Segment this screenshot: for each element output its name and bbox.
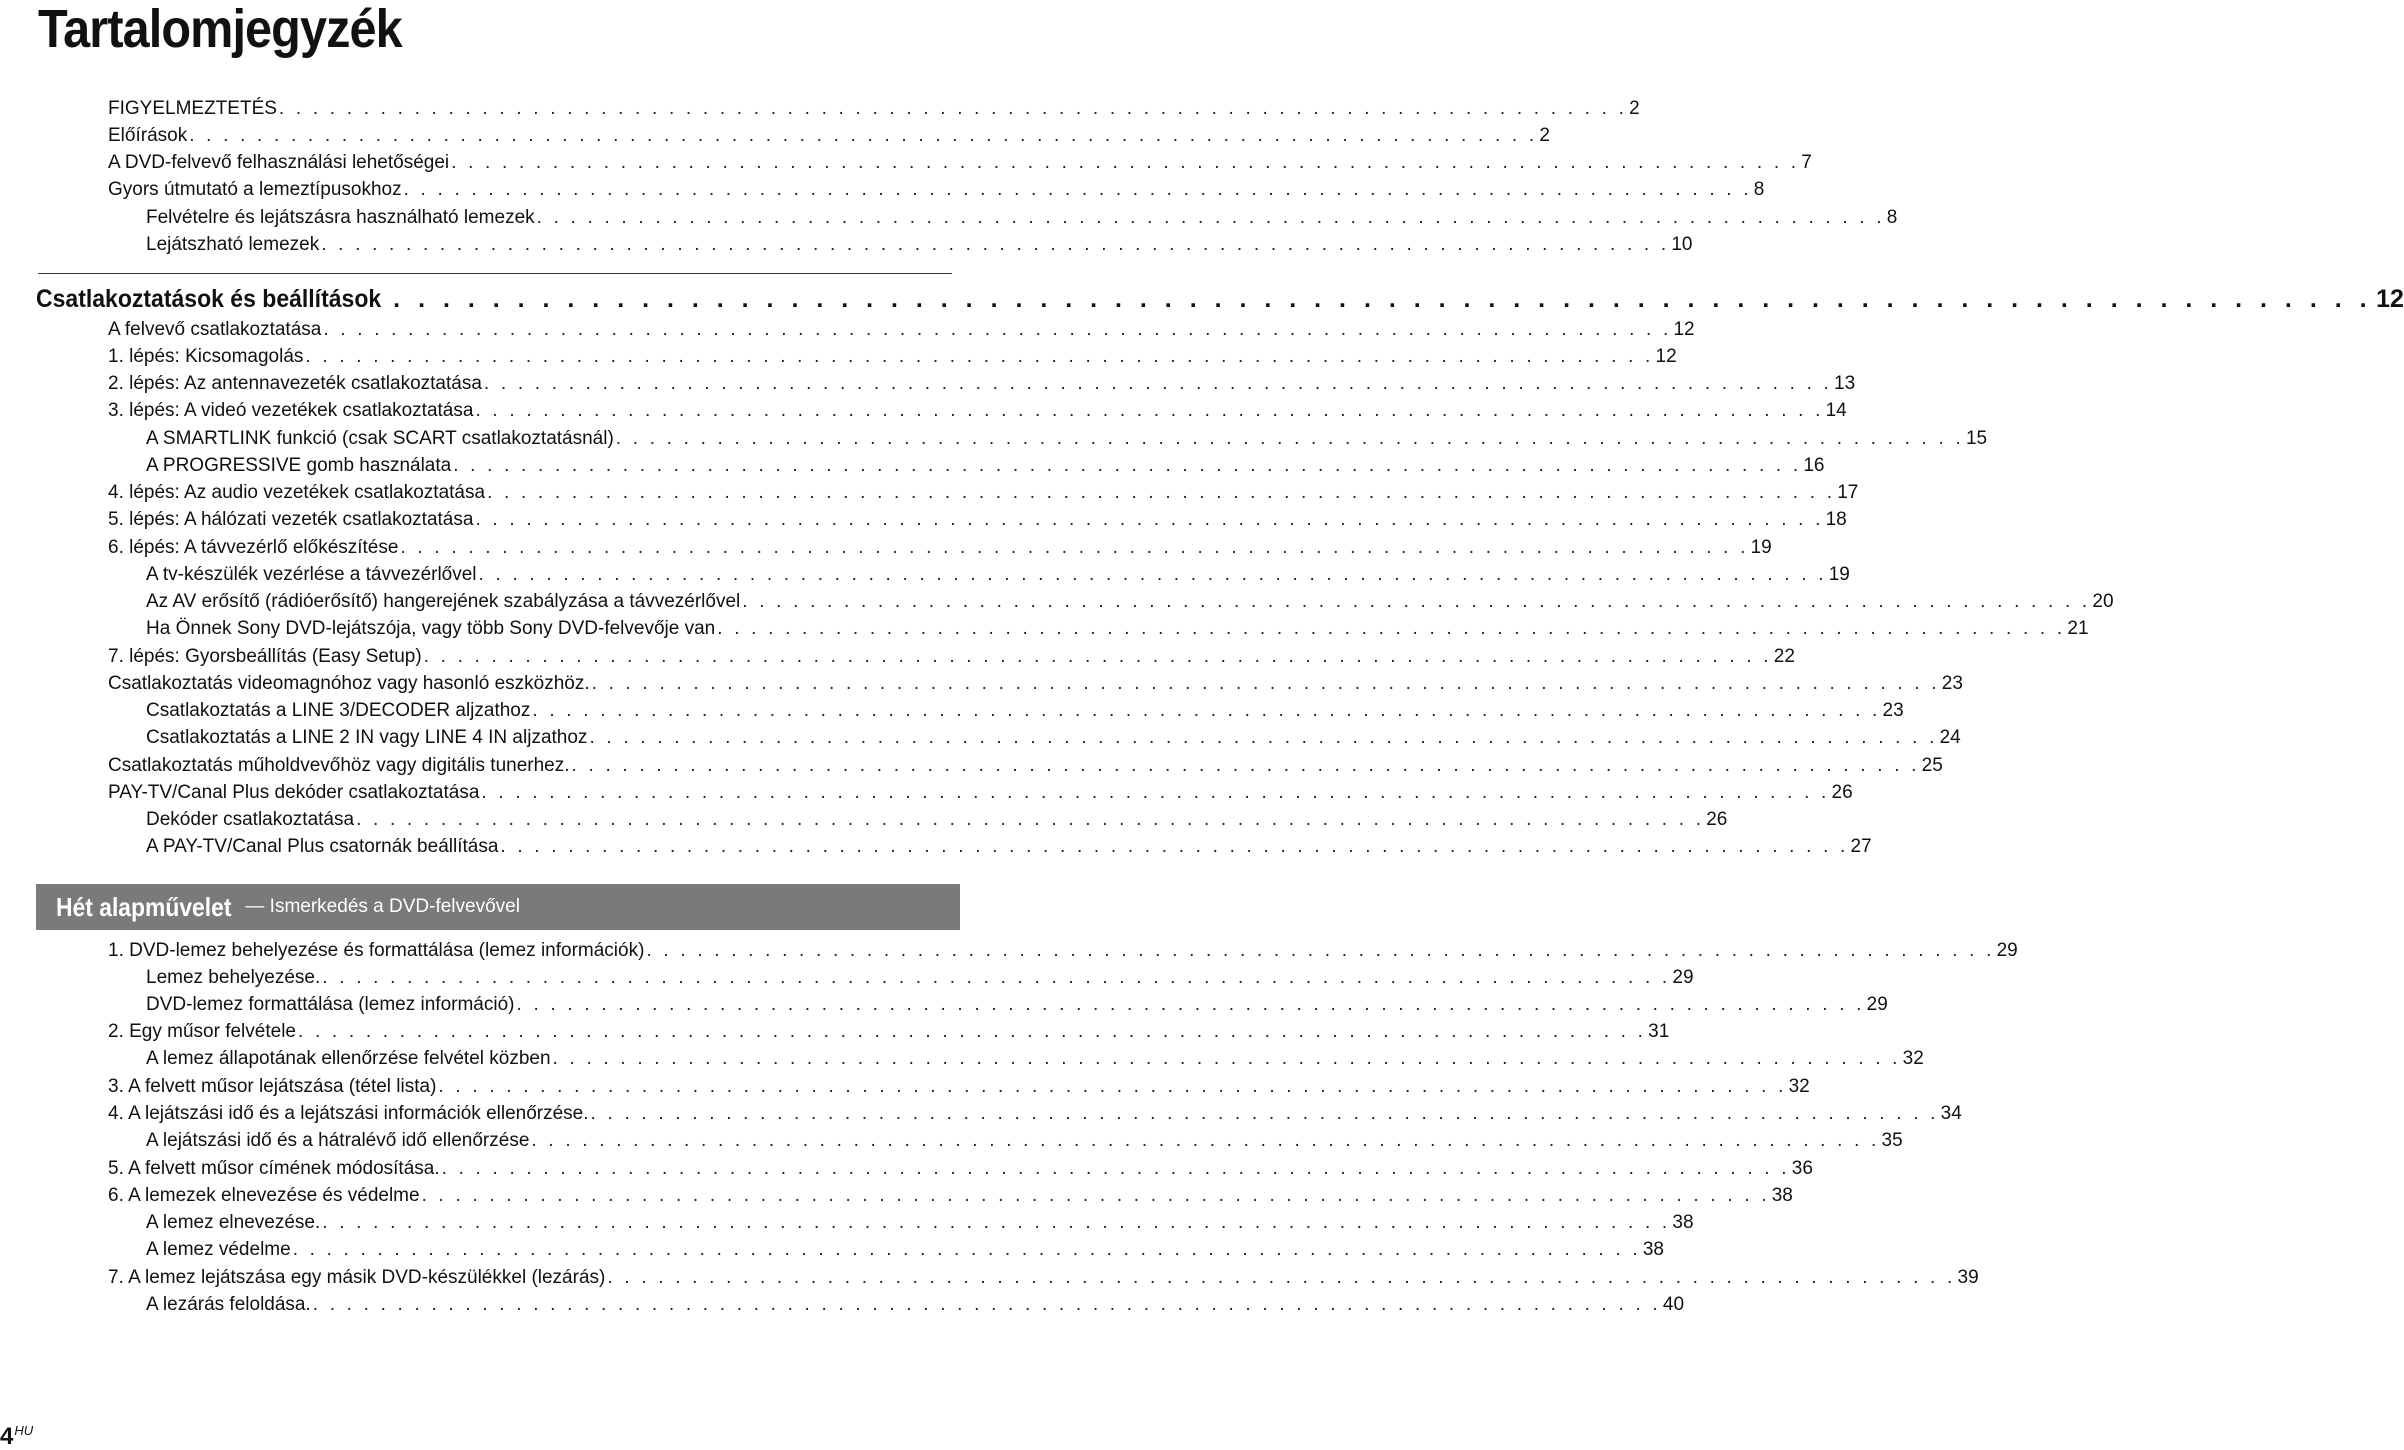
toc-entry-page: 23	[1941, 673, 1963, 694]
toc-entry[interactable]	[146, 427, 1988, 451]
toc-entry[interactable]	[108, 1102, 1962, 1126]
toc-entry-page: 16	[1803, 455, 1825, 476]
toc-entry-label: Az AV erősítő (rádióerősítő) hangerejének szabályzása a távvezérlővel	[146, 591, 741, 612]
toc-entry-label: 1. lépés: Kicsomagolás	[108, 346, 304, 367]
toc-entry-label: Csatlakoztatás műholdvevőhöz vagy digitális tunerhez.	[108, 755, 570, 776]
toc-entry-page: 17	[1837, 482, 1859, 503]
toc-entry-page: 38	[1672, 1212, 1694, 1233]
dot-leader: . . . . . . . . . . . . . . . . . . . . . . . . . . . . . . . . . . . . . . . . . . . . . . . . . . . . . . . . . . . . . . . . . . . . . . . . . . . . . . . .	[356, 809, 1705, 830]
dot-leader: . . . . . . . . . . . . . . . . . . . . . . . . . . . . . . . . . . . . . . . . . . . . . . . . . . . . . . . . . . . . . . . . . . . . . . . . . . . . . . . .	[590, 1103, 1939, 1124]
section-band-title: Hét alapművelet	[56, 891, 232, 922]
dot-leader: . . . . . . . . . . . . . . . . . . . . . . . . . . . . . . . . . . . . . . . . . . . . . . . . . . . . . . . . . . . . . . . . . . . . . . . . . . . . . . . .	[400, 537, 1749, 558]
toc-entry-label: 7. A lemez lejátszása egy másik DVD-készülékkel (lezárás)	[108, 1267, 606, 1288]
dot-leader: . . . . . . . . . . . . . . . . . . . . . . . . . . . . . . . . . . . . . . . . . . . . . . . . . . . . . . . . . . . . . . . . . . . . . . . . . . . . . . . .	[322, 967, 1671, 988]
toc-entry-label: A PAY-TV/Canal Plus csatornák beállítása	[146, 836, 499, 857]
page-title: Tartalomjegyzék	[38, 0, 402, 59]
dot-leader: . . . . . . . . . . . . . . . . . . . . . . . . . . . . . . . . . . . . . . . . . . . . . . . . . . . . . . . . . . . . . . . . . . . . . . . . . . . . . . . .	[441, 1158, 1790, 1179]
dot-leader: . . . . . . . . . . . . . . . . . . . . . . . . . . . . . . . . . . . . . . . . . . . . . . . . . . . . . . . . . . . . . . . . . . . . . . . . . . . . . . . .	[421, 1185, 1770, 1206]
toc-entry-label: 3. lépés: A videó vezetékek csatlakoztatása	[108, 400, 474, 421]
toc-entry-page: 26	[1831, 782, 1853, 803]
toc-entry-label: A felvevő csatlakoztatása	[108, 319, 322, 340]
dot-leader: . . . . . . . . . . . . . . . . . . . . . . . . . . . . . . . . . . . . . . . . . . . . . . . . . . . . . . . . . . . . . . . . . . . . . . . . . . . . . . . .	[487, 482, 1836, 503]
toc-entry-label: 6. lépés: A távvezérlő előkészítése	[108, 537, 399, 558]
toc-entry[interactable]	[146, 808, 1728, 832]
toc-entry-page: 21	[2067, 618, 2089, 639]
toc-entry[interactable]	[108, 1020, 1670, 1044]
toc-entry-page: 26	[1706, 809, 1728, 830]
toc-entry-label: Lejátszható lemezek	[146, 234, 320, 255]
toc-entry-label: 2. lépés: Az antennavezeték csatlakoztatása	[108, 373, 482, 394]
toc-entry-label: Ha Önnek Sony DVD-lejátszója, vagy több Sony DVD-felvevője van	[146, 618, 716, 639]
toc-entry[interactable]	[108, 345, 1677, 369]
dot-leader: . . . . . . . . . . . . . . . . . . . . . . . . . . . . . . . . . . . . . . . . . . . . . . . . . . . . . . . . . . . . . . . . . . . . . . . . . . . . . . . .	[453, 455, 1802, 476]
toc-entry-page: 32	[1902, 1048, 1924, 1069]
toc-entry-page: 8	[1753, 179, 1765, 200]
toc-entry-page: 38	[1642, 1239, 1664, 1260]
toc-entry-page: 27	[1850, 836, 1872, 857]
dot-leader: . . . . . . . . . . . . . . . . . . . . . . . . . . . . . . . . . . . . . . . . . . . . . . . . . . . . . . . . . . . . . . . . . . . . . . . . . . . . . . . .	[742, 591, 2091, 612]
toc-entry-label: PAY-TV/Canal Plus dekóder csatlakoztatása	[108, 782, 480, 803]
toc-entry-page: 20	[2092, 591, 2114, 612]
toc-entry-page: 29	[1866, 994, 1888, 1015]
dot-leader: . . . . . . . . . . . . . . . . . . . . . . . . . . . . . . . . . . . . . . . . . . . . . . . . . . . . . . . . . . . . . . . . . . . . . . . . . . . . . . . .	[516, 994, 1865, 1015]
toc-entry-page: 22	[1773, 646, 1795, 667]
toc-entry-page: 29	[1996, 940, 2018, 961]
toc-entry[interactable]	[108, 97, 1640, 121]
toc-entry[interactable]	[108, 372, 1856, 396]
dot-leader: . . . . . . . . . . . . . . . . . . . . . . . . . . . . . . . . . . . . . . . . . . . . . . . . . . . . . . . . . . . . . . . . . . . . . . . . . . . . . . . .	[717, 618, 2066, 639]
dot-leader: . . . . . . . . . . . . . . . . . . . . . . . . . . . . . . . . . . . . . . . . . . . . . . . . . . . . . . . . . . . . . . . . . . . . . . . . . . . . . . . .	[322, 1212, 1671, 1233]
toc-entry-page: 29	[1672, 967, 1694, 988]
toc-entry-label: FIGYELMEZTETÉS	[108, 98, 277, 119]
toc-entry-page: 23	[1882, 700, 1904, 721]
page-number	[0, 1418, 33, 1450]
toc-entry-page: 2	[1539, 125, 1550, 146]
toc-entry[interactable]	[146, 993, 1888, 1017]
toc-entry-page: 38	[1771, 1185, 1793, 1206]
toc-entry[interactable]	[146, 563, 1850, 587]
toc-entry-label: 6. A lemezek elnevezése és védelme	[108, 1185, 420, 1206]
dot-leader: . . . . . . . . . . . . . . . . . . . . . . . . . . . . . . . . . . . . . . . . . . . . . . . . . . . . . . . . . . . . . . . . . . . . . . . . . . . . . . . .	[278, 98, 1628, 119]
toc-entry-page: 14	[1825, 400, 1847, 421]
toc-entry[interactable]	[108, 645, 1795, 669]
toc-entry-label: Dekóder csatlakoztatása	[146, 809, 355, 830]
toc-entry-label: Előírások	[108, 125, 188, 146]
dot-leader: . . . . . . . . . . . . . . . . . . . . . . . . . . . . . . . . . . . . . . . . . . . . . . . . . . . . . . . . . . . . . . . . . . . . . . . . . . . . . . . .	[536, 207, 1885, 228]
toc-entry[interactable]	[146, 454, 1825, 478]
toc-entry[interactable]	[108, 1266, 1979, 1290]
toc-entry-label: A PROGRESSIVE gomb használata	[146, 455, 452, 476]
dot-leader: . . . . . . . . . . . . . . . . . . . . . . . . . . . . . . . . . . . . . . . . . . . . . . . . . . . . . . . . . . . . . . . . . . . . . . . . . . . . . . . .	[438, 1076, 1787, 1097]
toc-entry-label: Csatlakoztatás a LINE 2 IN vagy LINE 4 IN aljzathoz	[146, 727, 588, 748]
toc-entry-label: 3. A felvett műsor lejátszása (tétel lista)	[108, 1076, 437, 1097]
dot-leader: . . . . . . . . . . . . . . . . . . . . . . . . . . . . . . . . . . . . . . . . . . . . . . . . . . . . . . . . . . . . . . . . . . . . . . . . . . . . . . . .	[423, 646, 1772, 667]
toc-entry[interactable]	[108, 754, 1943, 778]
toc-entry-label: 2. Egy műsor felvétele	[108, 1021, 296, 1042]
toc-entry-page: 31	[1648, 1021, 1670, 1042]
toc-entry-page: 34	[1940, 1103, 1962, 1124]
toc-entry-label: A lejátszási idő és a hátralévő idő ellenőrzése	[146, 1130, 530, 1151]
toc-entry[interactable]	[146, 1238, 1664, 1262]
dot-leader: . . . . . . . . . . . . . . . . . . . . . . . . . . . . . . . . . . . . . . . . . . . . . . . . . . . . . . . . . . . . . . . . . . . . . . . . . . . . . . . .	[483, 373, 1833, 394]
toc-entry-page: 12	[1673, 319, 1695, 340]
section-heading-label: Csatlakoztatások és beállítások	[36, 285, 382, 313]
toc-entry[interactable]	[108, 781, 1853, 805]
dot-leader: . . . . . . . . . . . . . . . . . . . . . . . . . . . . . . . . . . . . . . . . . . . . . . . . . . . . . . . . . . . . . . . . . . . . . . . . . . . . . . . .	[532, 700, 1881, 721]
toc-entry-page: 35	[1881, 1130, 1903, 1151]
dot-leader: . . . . . . . . . . . . . . . . . . . . . . . . . . . . . . . . . . . . . . . . . . . . . . . . . . . . . . . . . . . . . . . . . . . . . . . . . . . . . . . .	[475, 509, 1824, 530]
dot-leader: . . . . . . . . . . . . . . . . . . . . . . . . . . . . . . . . . . . . . . . . . . . . . . . . . . . . . . . . . . . . . . . . . . . . . . . . . . . . . . . .	[478, 564, 1827, 585]
dot-leader: . . . . . . . . . . . . . . . . . . . . . . . . . . . . . . . . . . . . . . . . . . . . . . . . . . . . . . . . . . . . . . . . . . . . . . . . . . . . . . . .	[646, 940, 1995, 961]
dot-leader: . . . . . . . . . . . . . . . . . . . . . . . . . . . . . . . . . . . . . . . . . . . . . . . . . . . . . . . . . . . . . . . . . . . . . . . . . . . . . . . .	[305, 346, 1654, 367]
dot-leader: . . . . . . . . . . . . . . . . . . . . . . . . . . . . . . . . . . . . . . . . . . . . . . . . . . . . . . . . . . . . . . . . . . . . . . . . . . . . . . . .	[403, 179, 1752, 200]
toc-entry[interactable]	[108, 1157, 1813, 1181]
toc-entry[interactable]	[146, 590, 2114, 614]
dot-leader: . . . . . . . . . . . . . . . . . . . . . . . . . . . . . . . . . . . . . . . . . . . . . . . . . . . . . . . . . . . . . . . . . . . . . . . . . . . . . . . .	[607, 1267, 1956, 1288]
toc-entry[interactable]	[108, 536, 1772, 560]
dot-leader: . . . . . . . . . . . . . . . . . . . . . . . . . . . . . . . . . . . . . . . . . . . . . . . . . . . . . . . . . . . . . . . . . . . . . . . . . . . . . . . .	[531, 1130, 1880, 1151]
dot-leader: . . . . . . . . . . . . . . . . . . . . . . . . . . . . . . . . . . . . . . . . . . . . . . . . . . . . . . . . . . . . . . . . . . . . . . . . . . . . . . . .	[615, 428, 1964, 449]
toc-entry-page: 15	[1965, 428, 1988, 449]
section-heading-connections[interactable]	[36, 284, 2404, 314]
toc-entry-label: 4. lépés: Az audio vezetékek csatlakoztatása	[108, 482, 486, 503]
dot-leader: . . . . . . . . . . . . . . . . . . . . . . . . . . . . . . . . . . . . . . . . . . . . . . . . . . . . . . . . . . . . . . . . . . . . . . . . . . . . . . . .	[189, 125, 1538, 146]
dot-leader: . . . . . . . . . . . . . . . . . . . . . . . . . . . . . . . . . . . . . . . . . . . . . . . . . . . . . . . . . . . . . . . . . . . . . . . . . . . . . . . .	[297, 1021, 1647, 1042]
page-number-suffix: HU	[14, 1423, 34, 1438]
toc-entry[interactable]	[108, 1184, 1793, 1208]
toc-entry-label: 4. A lejátszási idő és a lejátszási információk ellenőrzése.	[108, 1103, 589, 1124]
toc-entry-page: 7	[1801, 152, 1812, 173]
toc-entry-page: 36	[1791, 1158, 1813, 1179]
toc-entry[interactable]	[108, 151, 1812, 175]
toc-entry-label: A DVD-felvevő felhasználási lehetőségei	[108, 152, 450, 173]
dot-leader: . . . . . . . . . . . . . . . . . . . . . . . . . . . . . . . . . . . . . . . . . . . . . . . . . . . . . . . . . . . . . . . . . . . . . . . . . . . . . . . .	[475, 400, 1824, 421]
dot-leader: . . . . . . . . . . . . . . . . . . . . . . . . . . . . . . . . . . . . . . . . . . . . . . . . . . . . . . . . . . . . . . . . . . . . . . . . . . . . . . . .	[451, 152, 1800, 173]
toc-entry-label: 1. DVD-lemez behelyezése és formattálása (lemez információk)	[108, 940, 645, 961]
dot-leader: . . . . . . . . . . . . . . . . . . . . . . . . . . . . . . . . . . . . . . . . . . . . . . . . . . . . . . . . . . . . . . . . . . . . . . . . . . . . . . . .	[393, 285, 2373, 313]
toc-entry[interactable]	[146, 1129, 1903, 1153]
toc-entry[interactable]	[146, 1211, 1694, 1235]
toc-entry[interactable]	[146, 1293, 1685, 1317]
toc-entry-label: Gyors útmutató a lemeztípusokhoz	[108, 179, 402, 200]
section-divider	[38, 273, 952, 274]
dot-leader: . . . . . . . . . . . . . . . . . . . . . . . . . . . . . . . . . . . . . . . . . . . . . . . . . . . . . . . . . . . . . . . . . . . . . . . . . . . . . . . .	[589, 727, 1938, 748]
toc-entry-page: 19	[1828, 564, 1850, 585]
dot-leader: . . . . . . . . . . . . . . . . . . . . . . . . . . . . . . . . . . . . . . . . . . . . . . . . . . . . . . . . . . . . . . . . . . . . . . . . . . . . . . . .	[552, 1048, 1901, 1069]
toc-entry[interactable]	[108, 178, 1765, 202]
toc-entry[interactable]	[146, 726, 1961, 750]
dot-leader: . . . . . . . . . . . . . . . . . . . . . . . . . . . . . . . . . . . . . . . . . . . . . . . . . . . . . . . . . . . . . . . . . . . . . . . . . . . . . . . .	[571, 755, 1920, 776]
toc-entry-label: A lemez védelme	[146, 1239, 291, 1260]
toc-entry[interactable]	[108, 481, 1859, 505]
section-heading-basic-operations[interactable]	[36, 884, 960, 930]
dot-leader: . . . . . . . . . . . . . . . . . . . . . . . . . . . . . . . . . . . . . . . . . . . . . . . . . . . . . . . . . . . . . . . . . . . . . . . . . . . . . . . .	[323, 319, 1672, 340]
toc-entry[interactable]	[108, 124, 1550, 148]
dot-leader: . . . . . . . . . . . . . . . . . . . . . . . . . . . . . . . . . . . . . . . . . . . . . . . . . . . . . . . . . . . . . . . . . . . . . . . . . . . . . . . .	[500, 836, 1849, 857]
toc-entry-page: 8	[1886, 207, 1898, 228]
toc-entry[interactable]	[146, 1047, 1924, 1071]
toc-entry[interactable]	[108, 672, 1963, 696]
toc-entry-label: A SMARTLINK funkció (csak SCART csatlakoztatásnál)	[146, 428, 614, 449]
toc-entry-label: A lemez állapotának ellenőrzése felvétel közben	[146, 1048, 551, 1069]
dot-leader: . . . . . . . . . . . . . . . . . . . . . . . . . . . . . . . . . . . . . . . . . . . . . . . . . . . . . . . . . . . . . . . . . . . . . . . . . . . . . . . .	[591, 673, 1940, 694]
toc-entry-page: 32	[1788, 1076, 1810, 1097]
toc-entry-label: Felvételre és lejátszásra használható lemezek	[146, 207, 535, 228]
dot-leader: . . . . . . . . . . . . . . . . . . . . . . . . . . . . . . . . . . . . . . . . . . . . . . . . . . . . . . . . . . . . . . . . . . . . . . . . . . . . . . . .	[481, 782, 1830, 803]
toc-entry[interactable]	[146, 206, 1898, 230]
toc-entry-label: A tv-készülék vezérlése a távvezérlővel	[146, 564, 477, 585]
toc-entry-page: 13	[1834, 373, 1856, 394]
toc-entry-page: 10	[1671, 234, 1693, 255]
toc-entry-page: 18	[1825, 509, 1847, 530]
dot-leader: . . . . . . . . . . . . . . . . . . . . . . . . . . . . . . . . . . . . . . . . . . . . . . . . . . . . . . . . . . . . . . . . . . . . . . . . . . . . . . . .	[312, 1294, 1661, 1315]
toc-entry-page: 2	[1629, 98, 1640, 119]
toc-entry[interactable]	[108, 1075, 1810, 1099]
toc-entry[interactable]	[146, 835, 1872, 859]
toc-entry-page: 40	[1662, 1294, 1685, 1315]
section-band-subtitle: — Ismerkedés a DVD-felvevővel	[245, 896, 520, 917]
toc-entry-page: 12	[1655, 346, 1677, 367]
toc-entry-page: 39	[1957, 1267, 1979, 1288]
toc-entry-label: A lezárás feloldása.	[146, 1294, 311, 1315]
toc-entry-label: DVD-lemez formattálása (lemez információ)	[146, 994, 515, 1015]
toc-entry[interactable]	[108, 939, 2018, 963]
toc-entry-page: 24	[1939, 727, 1961, 748]
toc-entry-label: 5. A felvett műsor címének módosítása.	[108, 1158, 440, 1179]
toc-entry[interactable]	[146, 966, 1694, 990]
toc-entry[interactable]	[108, 399, 1847, 423]
toc-entry-label: Csatlakoztatás videomagnóhoz vagy hasonló eszközhöz.	[108, 673, 590, 694]
page-number-value: 4	[0, 1423, 14, 1450]
toc-entry[interactable]	[108, 508, 1847, 532]
toc-entry[interactable]	[146, 699, 1904, 723]
toc-entry[interactable]	[108, 318, 1695, 342]
dot-leader: . . . . . . . . . . . . . . . . . . . . . . . . . . . . . . . . . . . . . . . . . . . . . . . . . . . . . . . . . . . . . . . . . . . . . . . . . . . . . . . .	[292, 1239, 1641, 1260]
toc-entry[interactable]	[146, 233, 1693, 257]
toc-entry-page: 25	[1921, 755, 1943, 776]
toc-entry[interactable]	[146, 617, 2089, 641]
toc-entry-page: 19	[1750, 537, 1772, 558]
toc-entry-label: Lemez behelyezése.	[146, 967, 321, 988]
dot-leader: . . . . . . . . . . . . . . . . . . . . . . . . . . . . . . . . . . . . . . . . . . . . . . . . . . . . . . . . . . . . . . . . . . . . . . . . . . . . . . . .	[321, 234, 1670, 255]
toc-entry-label: A lemez elnevezése.	[146, 1212, 321, 1233]
section-heading-page: 12	[2376, 285, 2404, 313]
toc-entry-label: Csatlakoztatás a LINE 3/DECODER aljzathoz	[146, 700, 531, 721]
toc-entry-label: 5. lépés: A hálózati vezeték csatlakoztatása	[108, 509, 474, 530]
toc-entry-label: 7. lépés: Gyorsbeállítás (Easy Setup)	[108, 646, 422, 667]
